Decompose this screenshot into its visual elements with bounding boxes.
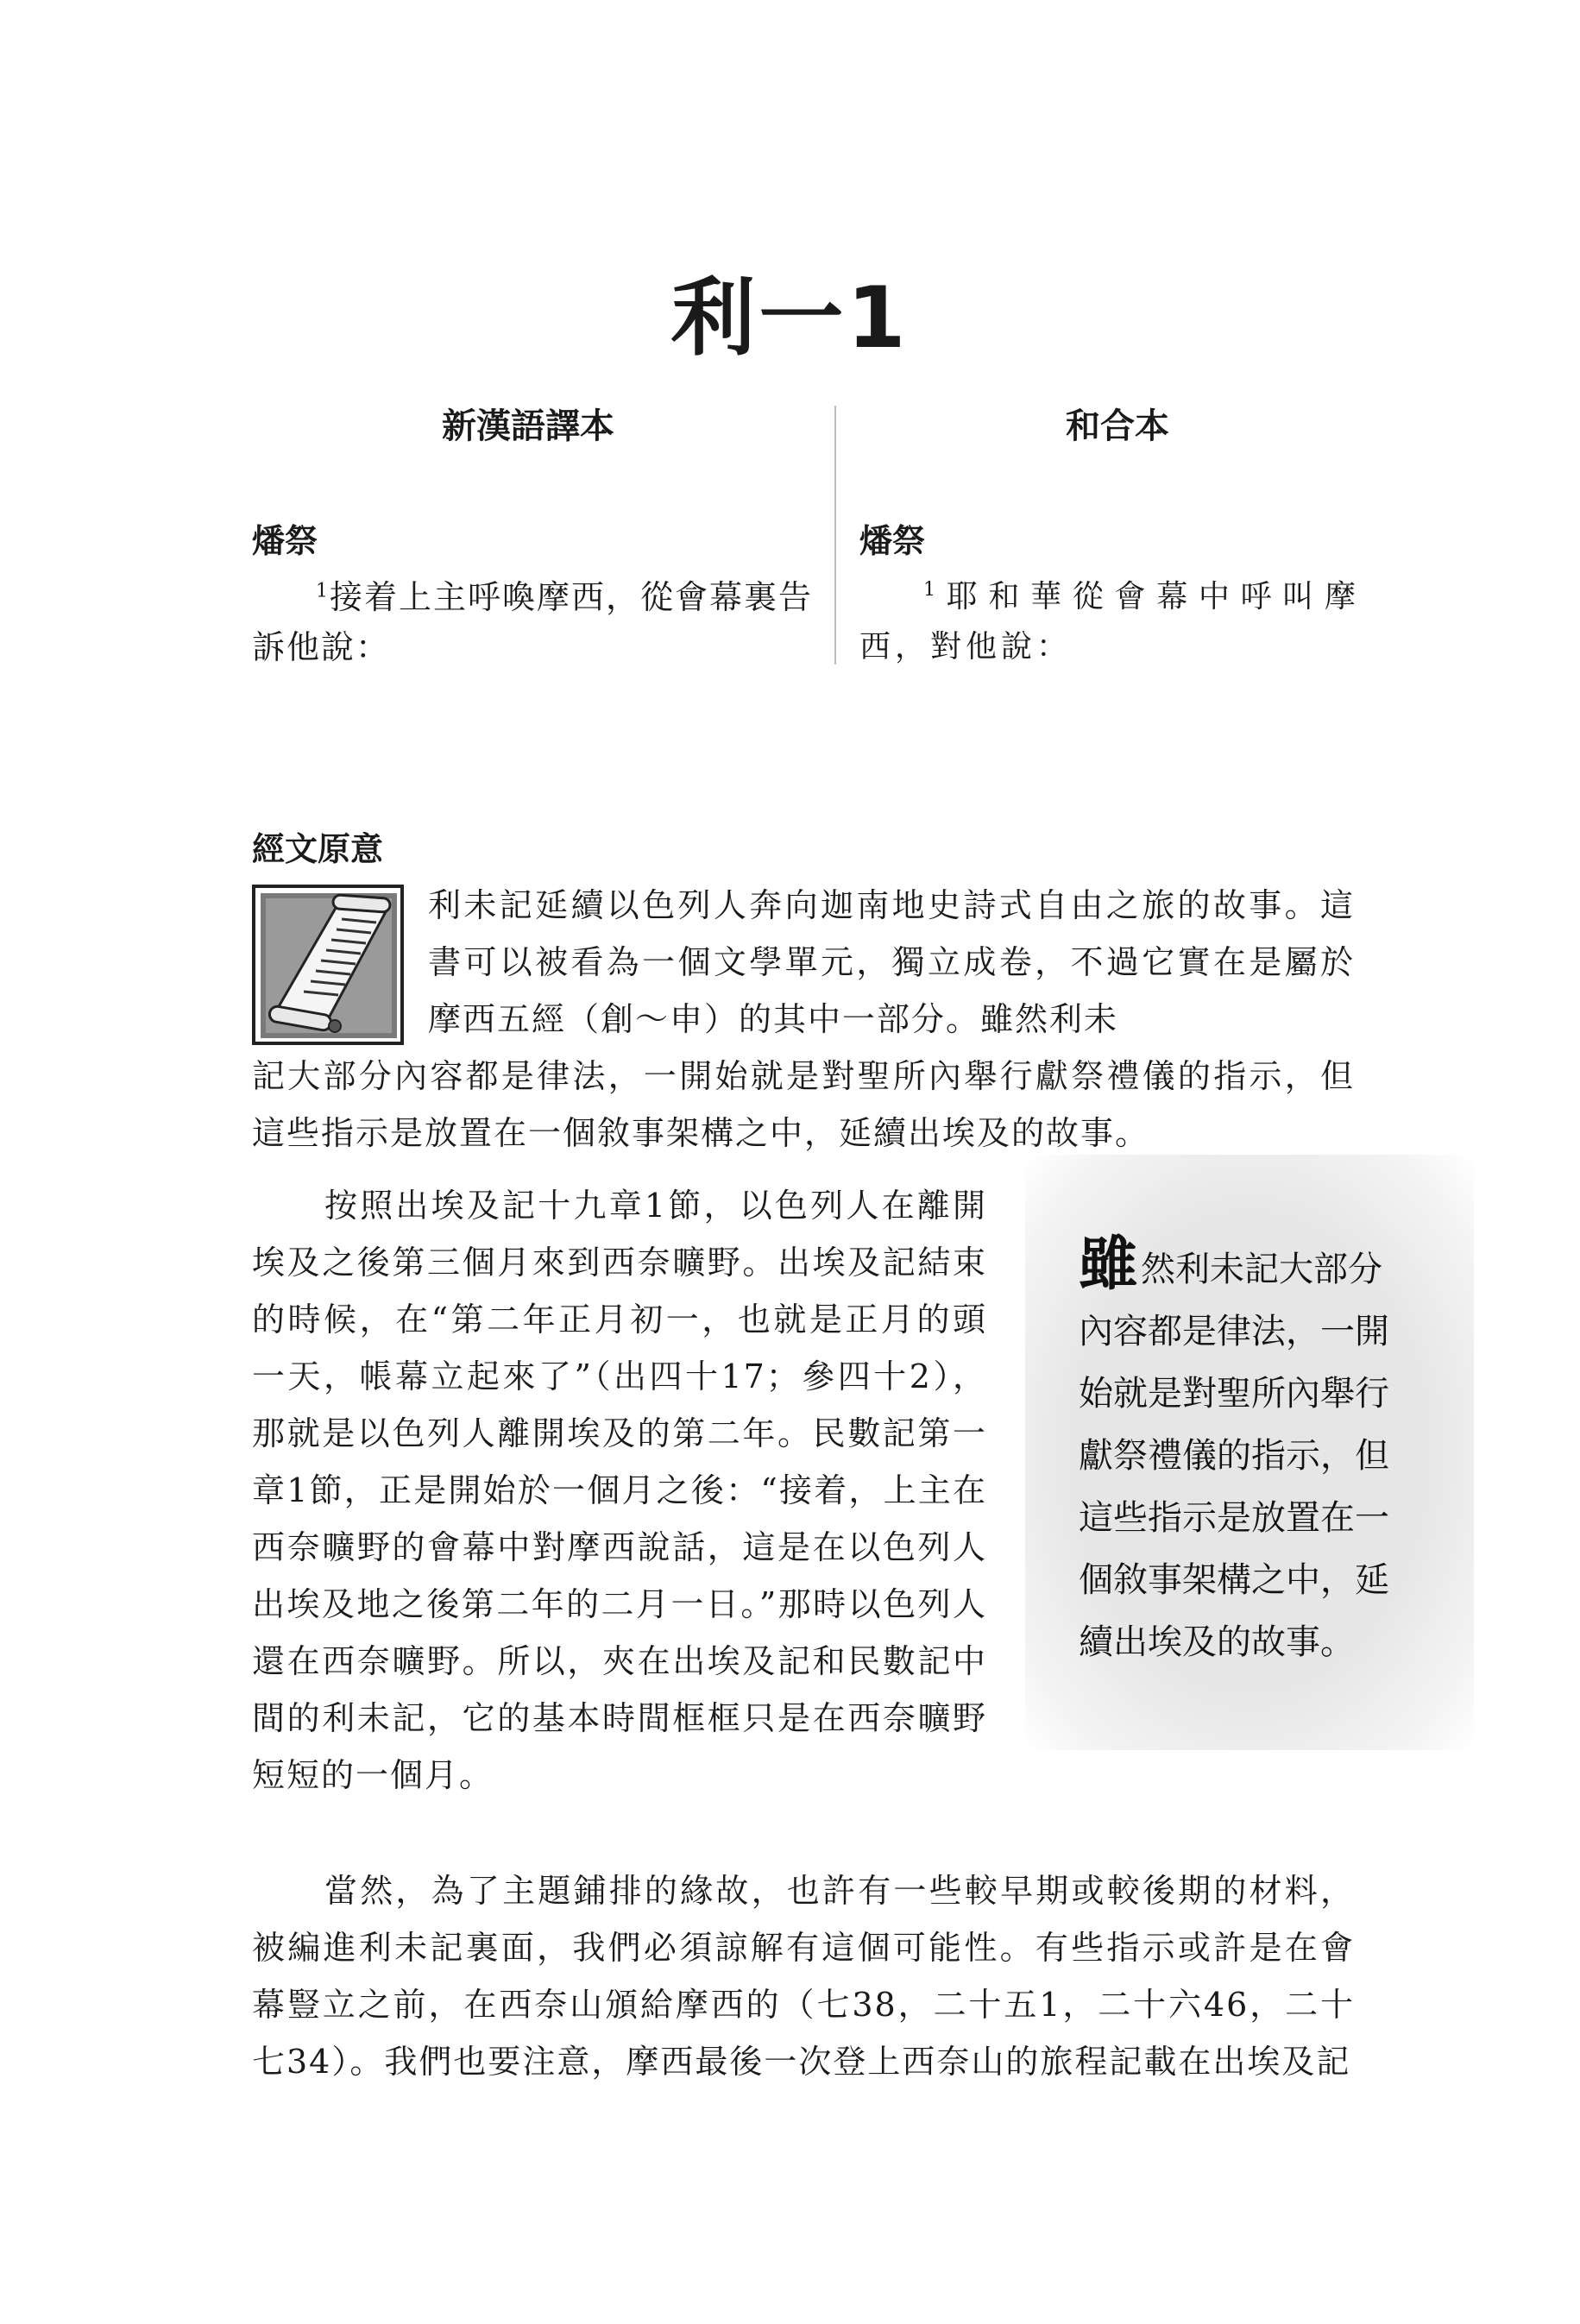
column-heading-union: 和合本 [1066, 406, 1169, 446]
pull-quote [1079, 1231, 1415, 1673]
right-section-heading: 燔祭 [859, 522, 926, 560]
left-verse-number: 1 [316, 580, 330, 602]
left-section-heading: 燔祭 [252, 522, 318, 560]
column-divider [834, 406, 836, 664]
right-verse-number: 1 [923, 579, 940, 601]
right-passage [859, 514, 1360, 672]
pull-quote-dropcap: 雖 [1079, 1231, 1138, 1299]
left-passage [252, 514, 813, 672]
scroll-icon [252, 885, 404, 1045]
chapter-title: 利一1 [670, 269, 910, 368]
meaning-heading: 經文原意 [252, 830, 384, 868]
left-verse [252, 572, 813, 672]
meaning-paragraph-3: 當然，為了主題鋪排的緣故，也許有一些較早期或較後期的材料，被編進利未記裏面，我們必須諒解有這個可能性。有些指示或許是在會幕豎立之前，在西奈山頒給摩西的（七38，二十五1，二十六46，二十七34）。我們也要注意，摩西最後一次登上西奈山的旅程記載在出埃及記 [252, 1872, 1355, 2081]
meaning-intro-text: 利未記延續以色列人奔向迦南地史詩式自由之旅的故事。這書可以被看為一個文學單元，獨立成卷，不過它實在是屬於摩西五經（創～申）的其中一部分。雖然利未 記大部分內容都是律法，一開始就是對聖所內舉行獻祭禮儀的指示，但這些指示是放置在一個敘事架構之中，延續出埃及的故事。 [252, 886, 1355, 1152]
left-verse-text: 接着上主呼喚摩西，從會幕裏告訴他說： [252, 578, 814, 666]
column-heading-new-chinese: 新漢語譯本 [442, 406, 614, 446]
pull-quote-text: 然利未記大部分內容都是律法，一開始就是對聖所內舉行獻祭禮儀的指示，但這些指示是放置在一個敘事架構之中，延續出埃及的故事。 [1079, 1250, 1389, 1662]
right-verse [859, 572, 1360, 672]
right-verse-text: 耶和華從會幕中呼叫摩西，對他說： [859, 579, 1360, 664]
meaning-intro-wrap [252, 877, 1355, 1162]
meaning-paragraph-2: 按照出埃及記十九章1節，以色列人在離開埃及之後第三個月來到西奈曠野。出埃及記結束的時候，在“第二年正月初一，也就是正月的頭一天，帳幕立起來了”（出四十17；參四十2），那就是以色列人離開埃及的第二年。民數記第一章1節，正是開始於一個月之後：“接着，上主在西奈曠野的會幕中對摩西說話，這是在以色列人出埃及地之後第二年的二月一日。”那時以色列人還在西奈曠野。所以，夾在出埃及記和民數記中間的利未記，它的基本時間框框只是在西奈曠野短短的一個月。 [252, 1187, 987, 1794]
